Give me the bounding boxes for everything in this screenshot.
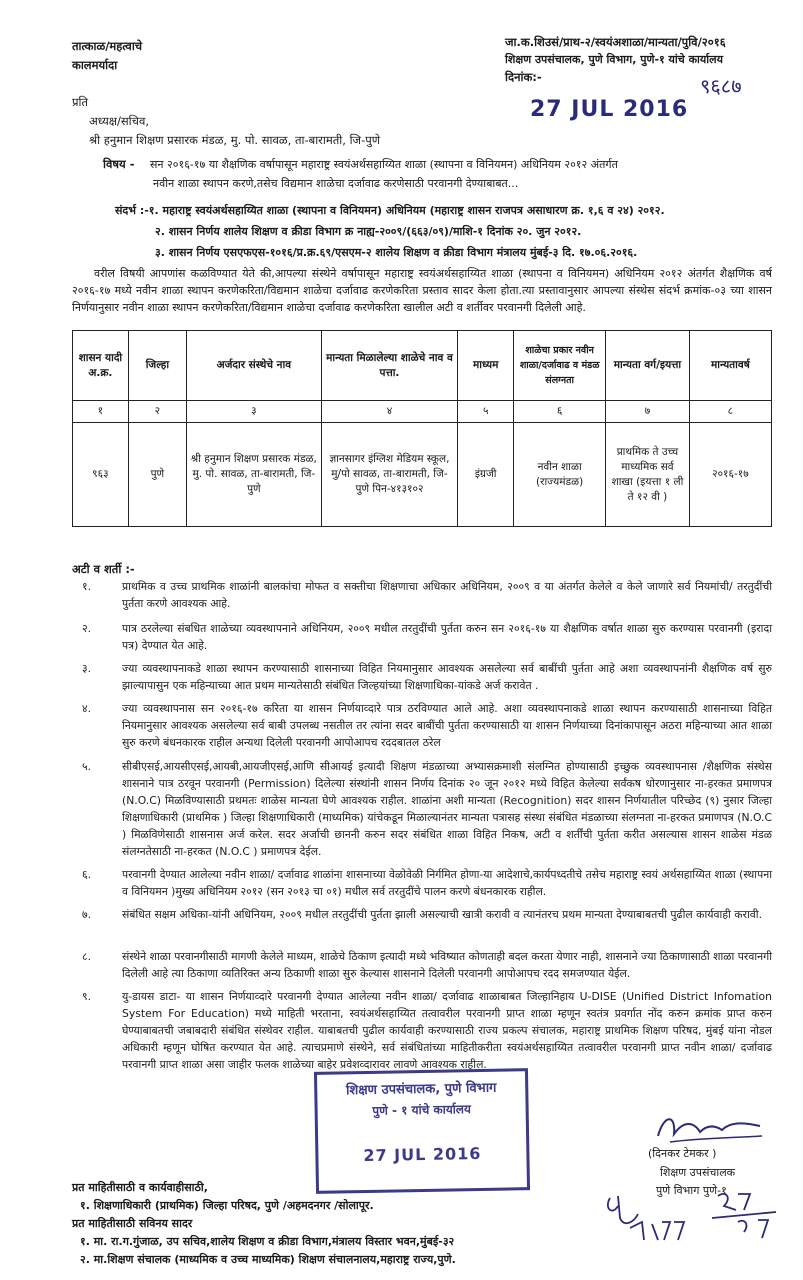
condition-number: ८. [82,950,92,963]
date-stamp: 27 JUL 2016 [530,97,689,122]
table-header-row [73,331,772,401]
condition-number: ३. [82,662,92,675]
table-header: अर्जदार संस्थेचे नाव [187,331,322,401]
copy-for-action-title: प्रत माहितीसाठी व कार्यवाहीसाठी, [72,1181,208,1194]
copy-for-info-title: प्रत माहितीसाठी सविनय सादर [72,1217,193,1230]
condition-item [82,660,772,694]
condition-text: ज्या व्यवस्थापनाकडे शाळा स्थापन करण्यासाठी शासनाच्या विहित नियमानुसार आवश्यक असलेल्या सर्व बाबींची पुर्तता आहे अशा व्यवस्थापनांनी शैक्षणिक वर्ष सुरु झाल्यापासुन एक महिन्याच्या आत प्रथम मान्यतेसाठी संबंधित जिल्हयांच्या शिक्षणाधिका-यांकडे अर्ज करावेत . [122,662,772,692]
signature-scribble [650,1108,770,1148]
reference-2: २. शासन निर्णय शालेय शिक्षण व क्रीडा विभाग क्र नाह्य-२००९/(६६३/०९)/माशि-१ दिनांक २०. जुन २०१२. [155,225,582,238]
recipient-title: अध्यक्ष/सचिव, [89,114,150,128]
conditions-title: अटी व शर्ती :- [72,562,135,576]
condition-item [82,948,772,982]
column-number: ५ [458,401,514,423]
table-cell: इंग्रजी [458,423,514,527]
handwritten-marks [600,1188,780,1248]
condition-item [82,906,772,923]
condition-text: संबंधित सक्षम अधिका-यांनी अधिनियम, २००९ मधील तरतुदींची पुर्तता झाली असल्याची खात्री करावी व त्यानंतरच प्रथम मान्यता देण्याबाबतची पुढील कार्यवाही करावी. [122,908,763,921]
condition-number: ५. [82,760,92,773]
condition-number: ९. [82,990,92,1003]
condition-text: संस्थेने शाळा परवानगीसाठी मागणी केलेले माध्यम, शाळेचे ठिकाण इत्यादी मध्ये भविष्यात कोणताही बदल करता येणार नाही, शासनाने ज्या ठिकाणासाठी शाळा परवानगी दिलेली आहे त्या ठिकाणा व्यतिरिक्त अन्य ठिकाणी शाळा सुरु केल्यास शासनाने दिलेली परवानगी आपोआपच रदद समजण्यात येईल. [122,950,772,980]
time-limit-label: कालमर्यादा [72,58,118,72]
table-header: शासन यादी अ.क्र. [73,331,129,401]
condition-text: पात्र ठरलेल्या संबधित शाळेच्या व्यवस्थापनाने अधिनियम, २००९ मधील तरतुदींची पुर्तता करुन सन २०१६-१७ या शैक्षणिक वर्षात शाळा सुरु करण्यास परवानगी (इरादा पत्र) देण्यात येत आहे. [122,622,772,652]
table-row [73,423,772,527]
table-cell: पुणे [128,423,186,527]
column-number: ७ [606,401,690,423]
table-header: मान्यता वर्ग/इयत्ता [606,331,690,401]
column-number: १ [73,401,129,423]
condition-text: यु-डायस डाटा- या शासन निर्णयाव्दारे परवानगी देण्यात आलेल्या नवीन शाळा/ दर्जावाढ शाळाबाबत जिल्हानिहाय U-DISE (Unified District Infomation System For Education) मध्ये माहिती भरताना, स्वयंअर्थसहाय्यित तत्वावरील परवानगी प्राप्त शाळा म्हणून स्वतंत्र प्रवर्गात नोंद करुन क्रमांक प्राप्त करुन घेण्याबाबतची जबाबदारी संबंधित संस्थेवर राहील. याबाबतची पुढील कार्यवाही करण्यासाठी राज्य प्रकल्प संचालक, महाराष्ट्र प्राथमिक शिक्षण परिषद, मुंबई यांना नोडल अधिकारी म्हणून घोषित करण्यात येत आहे. त्याचप्रमाणे संस्थेने, सर्व संबंधितांच्या माहितीकरीता स्वयंअर्थसहाय्यित तत्वावरील परवानगी प्राप्त नवीन शाळा/ दर्जावाढ परवानगी प्राप्त शाळा असा जाहीर फलक शाळेच्या बाहेर प्रवेशव्दारावर लावणे आवश्यक राहील. [122,990,772,1071]
condition-item [82,758,772,860]
column-number: ३ [187,401,322,423]
approval-table [72,330,772,527]
table-cell: ९६३ [73,423,129,527]
condition-text: परवानगी देण्यात आलेल्या नवीन शाळा/ दर्जावाढ शाळांना शासनाच्या वेळोवेळी निर्गमित होणा-या आदेशाचे,कार्यपध्दतीचे तसेच महाराष्ट्र स्वयं अर्थसहाय्यित शाळा (स्थापना व विनियमन )मुख्य अधिनियम २०१२ (सन २०१३ चा ०१) मधील सर्व तरतुदींचे पालन करणे बंधनकारक राहील. [122,868,772,898]
signatory-division: पुणे विभाग पुणे-१ [656,1184,727,1197]
handwritten-number: ९६८७ [700,74,742,98]
table-header: माध्यम [458,331,514,401]
table-cell: ज्ञानसागर इंग्लिश मेडियम स्कूल, मु/पो सावळ, ता-बारामती, जि-पुणे पिन-४१३१०२ [321,423,458,527]
reference-number: जा.क.शिउसं/प्राथ-२/स्वयंअशाळा/मान्यता/पुवि/२०१६ [505,35,726,49]
column-number: ४ [321,401,458,423]
recipient-address: श्री हनुमान शिक्षण प्रसारक मंडळ, मु. पो. सावळ, ता-बारामती, जि-पुणे [89,133,381,147]
condition-item [82,578,772,612]
signatory-title: शिक्षण उपसंचालक [660,1166,736,1179]
stamp-location-line: पुणे - १ यांचे कार्यालय [372,1102,472,1118]
to-label: प्रति [72,95,89,109]
condition-number: १. [82,580,92,593]
table-cell: २०१६-१७ [689,423,771,527]
column-number: २ [128,401,186,423]
priority-label: तात्काळ/महत्वाचे [72,39,143,53]
reference-3: ३. शासन निर्णय एसएफएस-१०१६/प्र.क्र.६९/एसएम-२ शालेय शिक्षण व क्रीडा विभाग मंत्रालय मुंबई-३ दि. १७.०६.२०१६. [155,246,638,259]
date-label: दिनांक:- [505,70,542,84]
subject-line-2: नवीन शाळा स्थापन करणे,तसेच विद्यमान शाळेचा दर्जावाढ करणेसाठी परवानगी देण्याबाबत... [153,177,519,190]
column-number: ६ [514,401,606,423]
condition-text: प्राथमिक व उच्च प्राथमिक शाळांनी बालकांचा मोफत व सक्तीचा शिक्षणाचा अधिकार अधिनियम, २००९ व या अंतर्गत केलेले व केले जाणारे सर्व नियमांची/ तरतुदींची पुर्तता करणे आवश्यक आहे. [122,580,772,610]
condition-text: सीबीएसई,आयसीएसई,आयबी,आयजीएसई,आणि सीआयई इत्यादी शिक्षण मंडळाच्या अभ्यासक्रमाशी संलग्नित होण्यासाठी इच्छुक व्यवस्थापनास /शैक्षणिक संस्थेस शासनाने पात्र ठरवून परवानगी (Permission) दिलेल्या संस्थांनी शासन निर्णय दिनांक २० जून २०१२ मध्ये विहित केलेल्या सर्वंकष धोरणानुसार ना-हरकत प्रमाणपत्र (N.O.C) मिळविण्यासाठी प्रथमतः शाळेस मान्यता घेणे आवश्यक राहील. शाळांना अशी मान्यता (Recognition) सदर शासन निर्णयातील परिच्छेद (९) नुसार जिल्हा शिक्षणाधिकारी (प्राथमिक ) जिल्हा शिक्षणाधिकारी (माध्यमिक) यांचेकडून मिळाल्यानंतर मान्यता पत्रासह संस्था संबंधित मंडळाच्या संलग्नता ना-हरकत प्रमाणपत्र (N.O.C ) मिळविणेसाठी शासनास अर्ज करेल. सदर अर्जाची छाननी करुन सदर संबंधित शाळा विहित निकष, अटी व शर्तींची पुर्तता करीत असल्यास शासन शाळेस मंडळ संलग्नतेसाठी ना-हरकत (N.O.C ) प्रमाणपत्र देईल. [122,760,772,858]
condition-number: ६. [82,868,92,881]
table-cell: नवीन शाळा (राज्यमंडळ) [514,423,606,527]
office-stamp [314,1068,530,1194]
table-number-row [73,401,772,423]
column-number: ८ [689,401,771,423]
condition-item [82,700,772,751]
condition-number: ४. [82,702,92,715]
copy-for-info-item: २. मा.शिक्षण संचालक (माध्यमिक व उच्च माध्यमिक) शिक्षण संचालनालय,महाराष्ट्र राज्य,पुणे. [80,1253,456,1266]
table-header: जिल्हा [128,331,186,401]
table-header: मान्यता मिळालेल्या शाळेचे नाव व पत्ता. [321,331,458,401]
condition-item [82,620,772,654]
reference-1: संदर्भ :-१. महाराष्ट्र स्वयंअर्थसहाय्यित शाळा (स्थापना व विनियमन) अधिनियम (महाराष्ट्र शासन राजपत्र असाधारण क्र. १,६ व २४) २०१२. [115,204,665,217]
table-cell: प्राथमिक ते उच्च माध्यमिक सर्व शाखा (इयत्ता १ ली ते १२ वी ) [606,423,690,527]
stamp-date: 27 JUL 2016 [363,1143,482,1166]
stamp-office-line: शिक्षण उपसंचालक, पुणे विभाग [345,1080,497,1099]
body-paragraph: वरील विषयी आपणांस कळविण्यात येते की,आपल्या संस्थेने वर्षापासून महाराष्ट्र स्वयंअर्थसहाय्यित शाळा (स्थापना व विनियमन) अधिनियम २०१२ अंतर्गत शैक्षणिक वर्ष २०१६-१७ मध्ये नवीन शाळा स्थापन करणेकरिता/विद्यमान शाळेचा दर्जावाढ करणेकरिता प्रस्ताव सादर केला होता.त्या प्रस्तावानुसार आपल्या संस्थेस संदर्भ क्रमांक-०३ च्या शासन निर्णयानुसार नवीन शाळा स्थापन करणेकरिता/विद्यमान शाळेचा दर्जावाढ करणेकरिता खालील अटी व शर्तीवर परवानगी दिलेली आहे. [72,267,772,314]
table-header: मान्यतावर्ष [689,331,771,401]
condition-number: ७. [82,908,92,921]
subject-line-1: सन २०१६-१७ या शैक्षणिक वर्षापासून महाराष्ट्र स्वयंअर्थसहाय्यित शाळा (स्थापना व विनियमन) अधिनियम २०१२ अंतर्गत [150,158,618,171]
condition-item [82,866,772,900]
subject-label: विषय - [103,157,135,171]
condition-text: ज्या व्यवस्थापनास सन २०१६-१७ करिता या शासन निर्णयाव्दारे पात्र ठरविण्यात आले आहे. अशा व्यवस्थापनाकडे शाळा स्थापन करण्यासाठी शासनाच्या विहित नियमानुसार आवश्यक असलेल्या सर्व बाबी उपलब्ध नसतील तर त्यांना सदर बाबींची पुर्तता करण्यासाठी या शासन निर्णयाच्या दिनांकापासून अठरा महिन्याच्या आत शाळा सुरु करणे बंधनकारक राहील अन्यथा दिलेली परवानगी आपोआपच रददबातल ठरेल [122,702,772,749]
signatory-name: (दिनकर टेमकर ) [648,1147,717,1160]
copy-for-info-item: १. मा. रा.ग.गुंजाळ, उप सचिव,शालेय शिक्षण व क्रीडा विभाग,मंत्रालय विस्तार भवन,मुंबई-३२ [80,1235,455,1248]
condition-item [82,988,772,1073]
table-cell: श्री हनुमान शिक्षण प्रसारक मंडळ, मु. पो. सावळ, ता-बारामती, जि-पुणे [187,423,322,527]
copy-for-action-item: १. शिक्षणाधिकारी (प्राथमिक) जिल्हा परिषद, पुणे /अहमदनगर /सोलापूर. [80,1199,374,1212]
table-header: शाळेचा प्रकार नवीन शाळा/दर्जावाढ व मंडळ संलग्नता [514,331,606,401]
condition-number: २. [82,622,92,635]
office-name: शिक्षण उपसंचालक, पुणे विभाग, पुणे-१ यांचे कार्यालय [505,53,723,66]
